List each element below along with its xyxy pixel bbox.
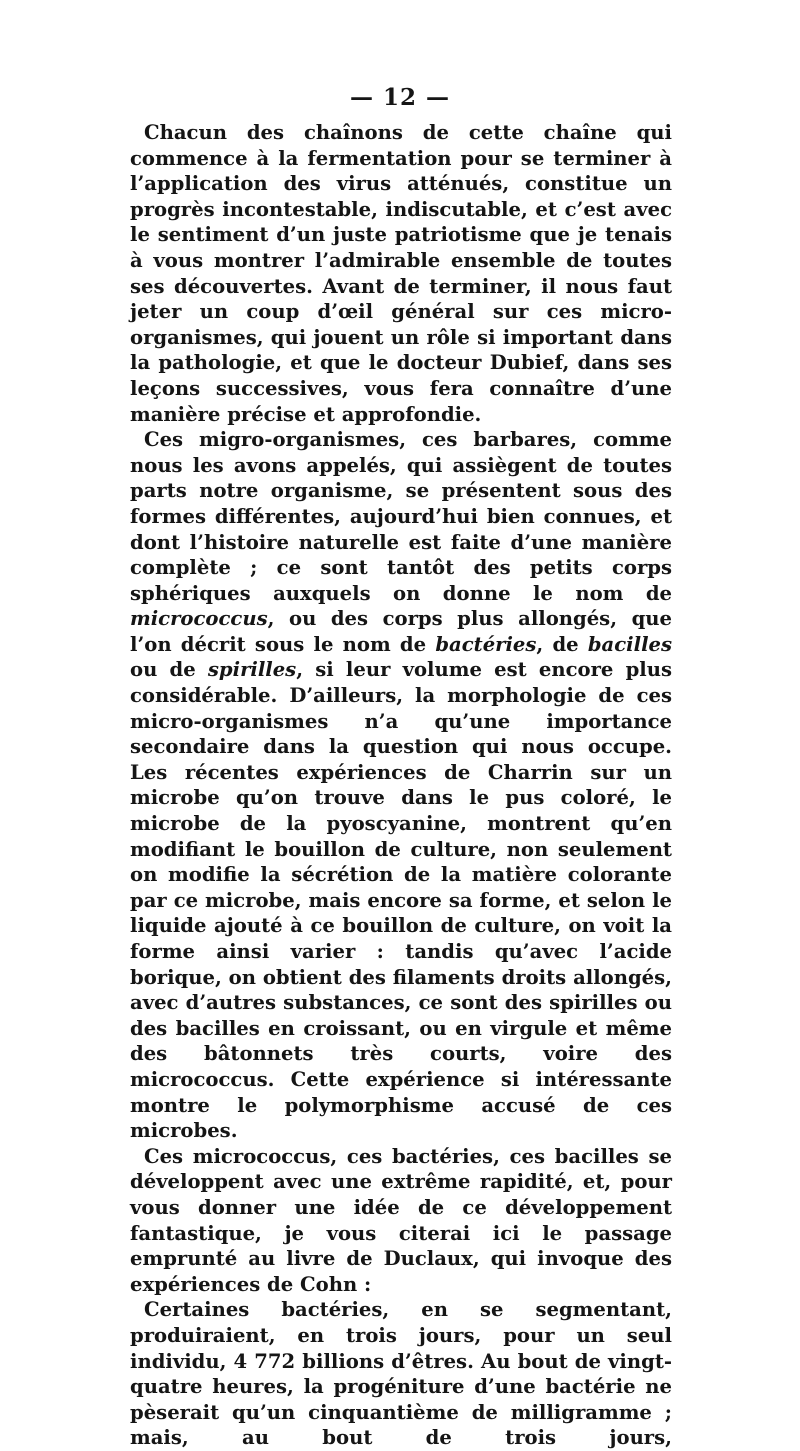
body-text [130, 120, 672, 1451]
italic-term: bacilles [587, 632, 673, 656]
paragraph [130, 1144, 672, 1298]
page-number: — 12 — [349, 84, 451, 111]
paragraph [130, 120, 672, 427]
paragraph [130, 427, 672, 1144]
text-run: , ou des corps plus allongés, que l’on décrit sous le nom de [130, 607, 672, 656]
text-run: , de [536, 632, 588, 656]
italic-term: bactéries [435, 632, 537, 656]
text-run: Ces micrococcus, ces bactéries, ces bacilles se développent avec une extrême rapidité, et, pour vous donner une idée de ce développement fantastique, je vous citerai ici le passage emprunté au livre de Duclaux, qui invoque des expériences de Cohn : [130, 1144, 672, 1296]
paragraph [130, 1297, 672, 1451]
text-run: Ces migro-organismes, ces barbares, comme nous les avons appelés, qui assiègent de toutes parts notre organisme, se présentent sous des formes différentes, aujourd’hui bien connues, et dont l’histoire naturelle est faite d’une manière complète ; ce sont tantôt des petits corps sphériques auxquels on donne le nom de [130, 428, 672, 605]
text-run: ou de [130, 658, 208, 682]
italic-term: spirilles [207, 658, 297, 682]
text-run: Certaines bactéries, en se segmentant, produiraient, en trois jours, pour un seul individu, 4 772 billions d’êtres. Au bout de vingt-quatre heures, la progéniture d’une bactérie ne pèserait qu’un cinquantième de milligramme ; mais, au bout de trois jours, [130, 1298, 672, 1450]
text-run: , si leur volume est encore plus considérable. D’ailleurs, la morphologie de ces micro-organismes n’a qu’une importance secondaire dans la question qui nous occupe. Les récentes expériences de Charrin sur un microbe qu’on trouve dans le pus coloré, le microbe de la pyoscyanine, montrent qu’en modifiant le bouillon de culture, non seulement on modifie la sécrétion de la matière colorante par ce microbe, mais encore sa forme, et selon le liquide ajouté à ce bouillon de culture, on voit la forme ainsi varier : tandis qu’avec l’acide borique, on obtient des filaments droits allongés, avec d’autres substances, ce sont des spirilles ou des bacilles en croissant, ou en virgule et même des bâtonnets très courts, voire des micrococcus. Cette expérience si intéressante montre le polymorphisme accusé de ces microbes. [130, 658, 673, 1143]
text-run: Chacun des chaînons de cette chaîne qui commence à la fermentation pour se terminer à l’application des virus atténués, constitue un progrès incontestable, indiscutable, et c’est avec le sentiment d’un juste patriotisme que je tenais à vous montrer l’admirable ensemble de toutes ses découvertes. Avant de terminer, il nous faut jeter un coup d’œil général sur ces micro-organismes, qui jouent un rôle si important dans la pathologie, et que le docteur Dubief, dans ses leçons successives, vous fera connaître d’une manière précise et approfondie. [130, 121, 672, 426]
italic-term: micrococcus [130, 607, 268, 631]
